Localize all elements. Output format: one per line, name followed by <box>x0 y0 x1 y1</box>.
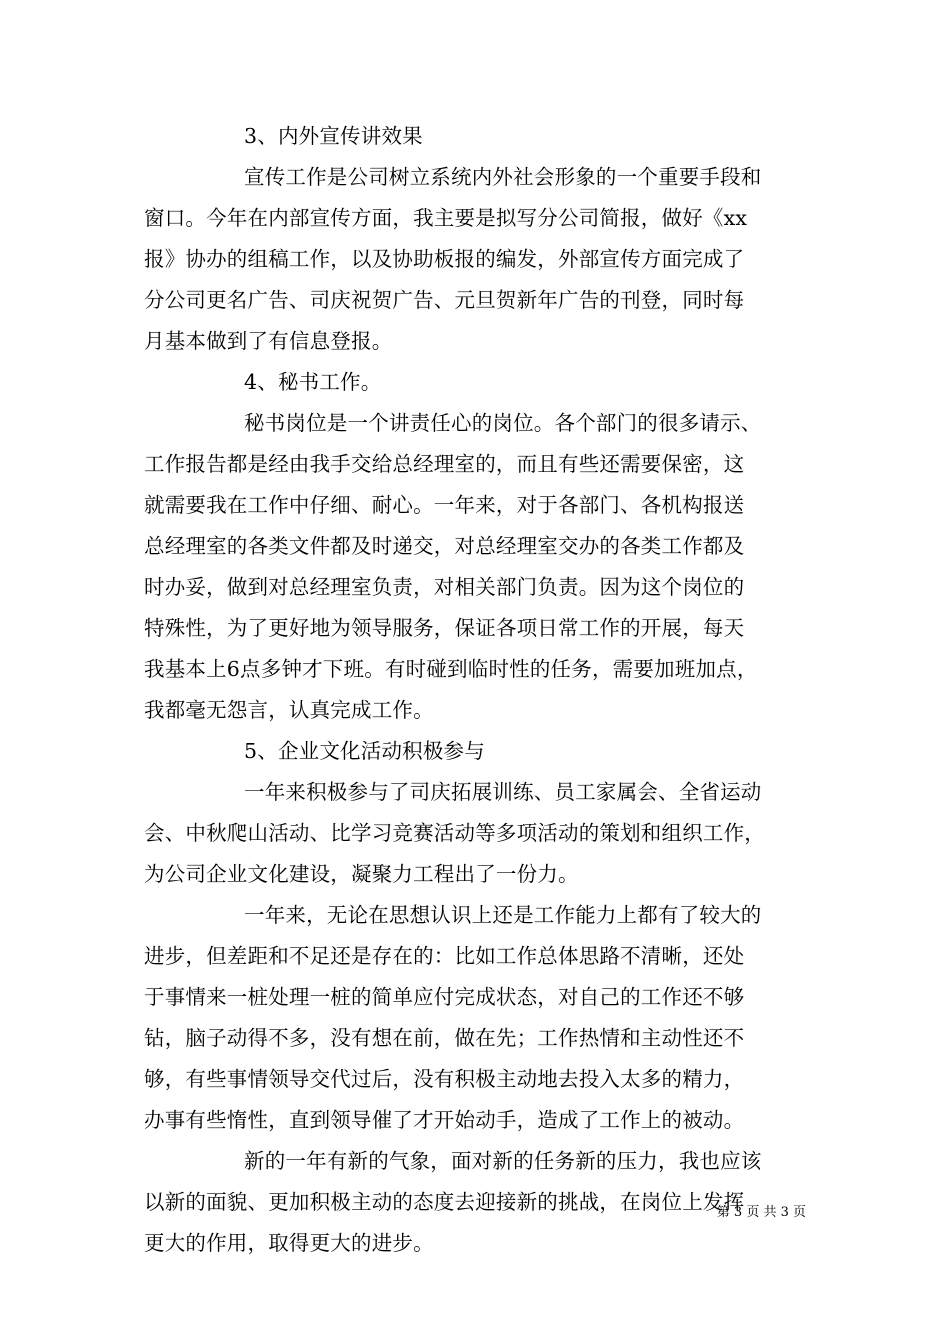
paragraph-line: 进步，但差距和不足还是存在的：比如工作总体思路不清晰，还处 <box>144 944 745 968</box>
page-number: 第 3 页 共 3 页 <box>716 1205 806 1220</box>
paragraph-line: 就需要我在工作中仔细、耐心。一年来，对于各部门、各机构报送 <box>144 493 745 517</box>
paragraph-line: 更大的作用，取得更大的进步。 <box>144 1231 434 1255</box>
page-footer <box>0 1203 950 1223</box>
paragraph-line: 于事情来一桩处理一桩的简单应付完成状态，对自己的工作还不够 <box>144 985 745 1009</box>
paragraph-line: 一年来，无论在思想认识上还是工作能力上都有了较大的 <box>244 903 762 927</box>
paragraph-line: 为公司企业文化建设，凝聚力工程出了一份力。 <box>144 862 579 886</box>
section-heading-4: 4、秘书工作。 <box>244 370 382 394</box>
paragraph-line: 会、中秋爬山活动、比学习竞赛活动等多项活动的策划和组织工作， <box>144 821 765 845</box>
paragraph-line: 窗口。今年在内部宣传方面，我主要是拟写分公司简报，做好《xx <box>144 206 748 230</box>
paragraph-line: 工作报告都是经由我手交给总经理室的，而且有些还需要保密，这 <box>144 452 745 476</box>
paragraph-line: 新的一年有新的气象，面对新的任务新的压力，我也应该 <box>244 1149 762 1173</box>
paragraph-line: 宣传工作是公司树立系统内外社会形象的一个重要手段和 <box>244 165 762 189</box>
paragraph-line: 分公司更名广告、司庆祝贺广告、元旦贺新年广告的刊登，同时每 <box>144 288 745 312</box>
paragraph-line: 钻，脑子动得不多，没有想在前，做在先；工作热情和主动性还不 <box>144 1026 745 1050</box>
paragraph-line: 以新的面貌、更加积极主动的态度去迎接新的挑战，在岗位上发挥 <box>144 1190 745 1214</box>
paragraph-line: 特殊性，为了更好地为领导服务，保证各项日常工作的开展，每天 <box>144 616 745 640</box>
section-heading-5: 5、企业文化活动积极参与 <box>244 739 485 763</box>
paragraph-line: 总经理室的各类文件都及时递交，对总经理室交办的各类工作都及 <box>144 534 745 558</box>
paragraph-line: 办事有些惰性，直到领导催了才开始动手，造成了工作上的被动。 <box>144 1108 745 1132</box>
section-heading-3: 3、内外宣传讲效果 <box>244 124 423 148</box>
paragraph-line: 月基本做到了有信息登报。 <box>144 329 393 353</box>
paragraph-line: 我都毫无怨言，认真完成工作。 <box>144 698 434 722</box>
paragraph-line: 秘书岗位是一个讲责任心的岗位。各个部门的很多请示、 <box>244 411 762 435</box>
paragraph-line: 一年来积极参与了司庆拓展训练、员工家属会、全省运动 <box>244 780 762 804</box>
paragraph-line: 报》协办的组稿工作，以及协助板报的编发，外部宣传方面完成了 <box>144 247 745 271</box>
paragraph-line: 时办妥，做到对总经理室负责，对相关部门负责。因为这个岗位的 <box>144 575 745 599</box>
paragraph-line: 够，有些事情领导交代过后，没有积极主动地去投入太多的精力， <box>144 1067 745 1091</box>
document-body <box>144 116 824 1264</box>
paragraph-line: 我基本上6点多钟才下班。有时碰到临时性的任务，需要加班加点， <box>144 657 758 681</box>
